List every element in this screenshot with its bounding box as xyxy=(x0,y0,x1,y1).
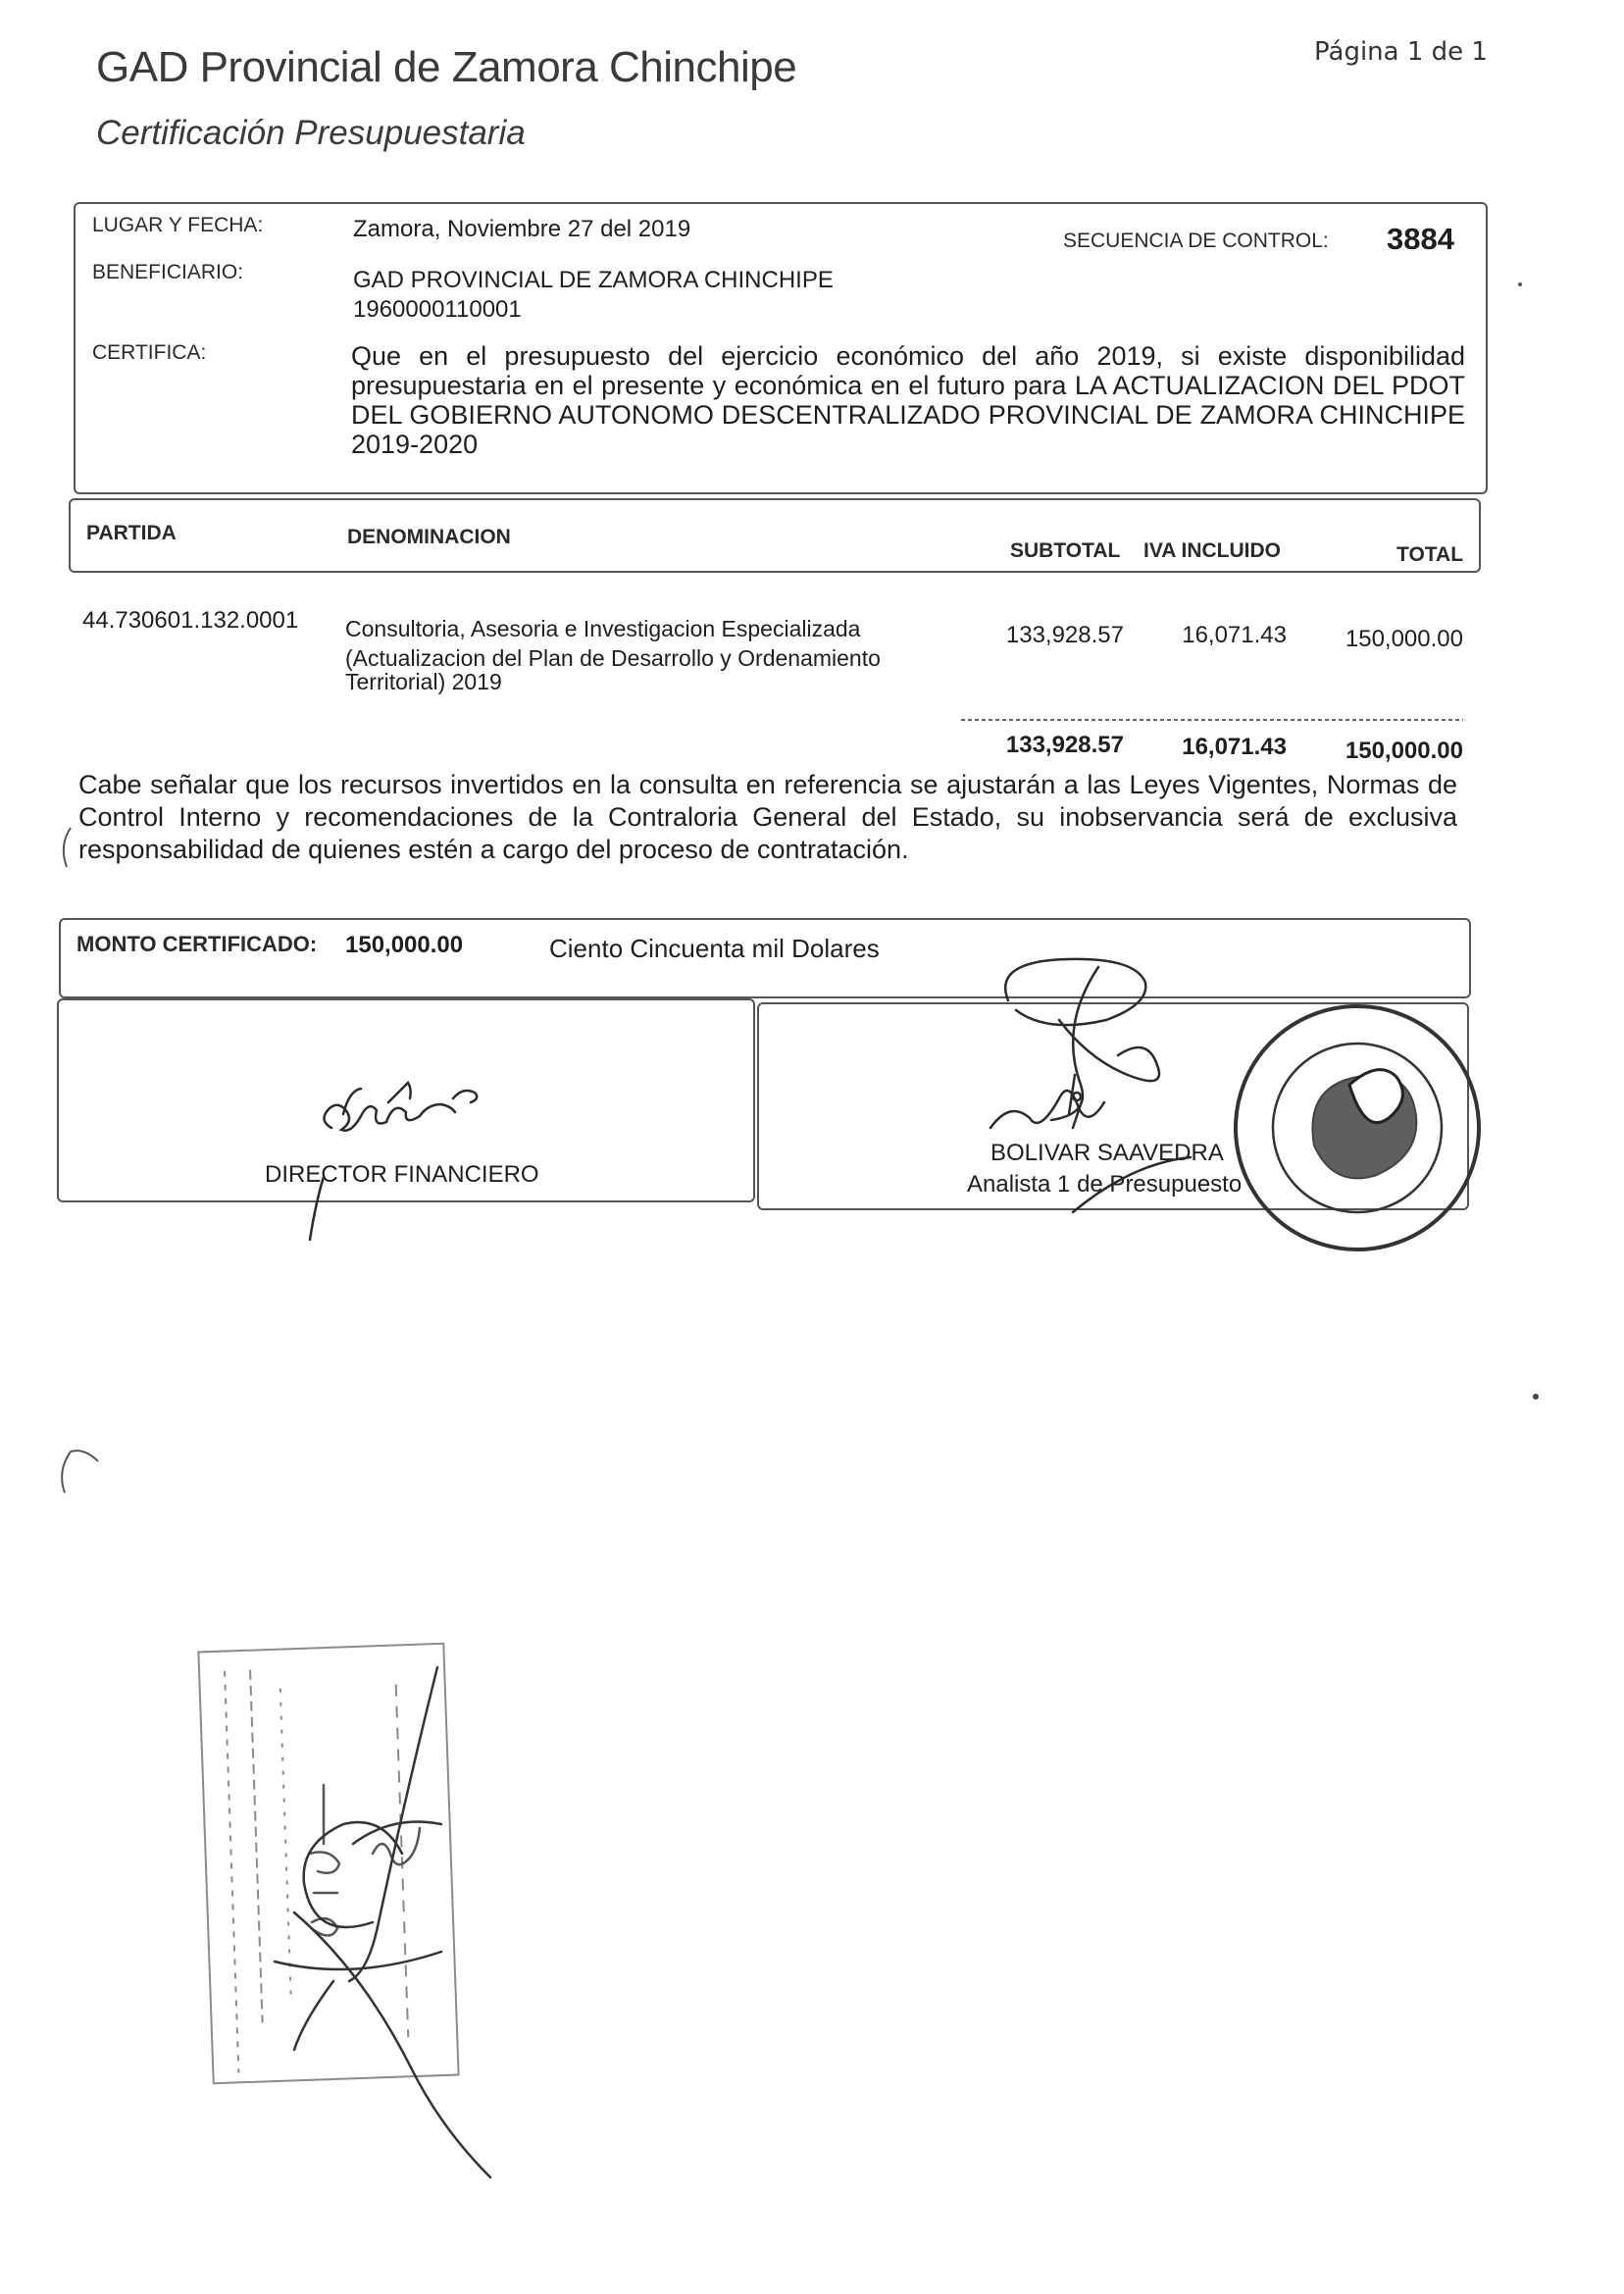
analyst-signature xyxy=(990,959,1191,1212)
stray-dot-2 xyxy=(1518,282,1522,286)
totals-subtotal: 133,928.57 xyxy=(1005,732,1124,758)
column-header-iva: IVA INCLUIDO xyxy=(1143,539,1281,562)
row-denominacion-line-1: Consultoria, Asesoria e Investigacion Especializada xyxy=(345,616,861,641)
certifica-text: Que en el presupuesto del ejercicio económico del año 2019, si existe disponibilidad presupuestaria en el presente y económica en el futuro para LA ACTUALIZACION DEL PDOT DEL GOBIERNO AUTONOMO DESCENTRALIZADO PROVINCIAL DE ZAMORA CHINCHIPE 2019-2020 xyxy=(351,341,1465,459)
totals-iva: 16,071.43 xyxy=(1182,734,1287,760)
secuencia-value: 3884 xyxy=(1387,222,1454,256)
director-signature xyxy=(310,1083,477,1240)
stray-mark-note xyxy=(64,828,71,867)
organization-title: GAD Provincial de Zamora Chinchipe xyxy=(96,43,797,91)
page-number: Página 1 de 1 xyxy=(1314,37,1488,67)
totals-total: 150,000.00 xyxy=(1345,738,1463,764)
column-header-subtotal: SUBTOTAL xyxy=(1010,539,1121,562)
certifica-label: CERTIFICA: xyxy=(92,341,207,364)
stray-dot xyxy=(1533,1394,1539,1400)
row-denominacion-line-3: Territorial) 2019 xyxy=(345,669,502,694)
row-iva: 16,071.43 xyxy=(1182,622,1287,648)
monto-value: 150,000.00 xyxy=(345,932,464,958)
row-partida: 44.730601.132.0001 xyxy=(82,607,299,634)
monto-words: Ciento Cincuenta mil Dolares xyxy=(549,934,880,963)
secuencia-label: SECUENCIA DE CONTROL: xyxy=(1063,229,1329,252)
column-header-denominacion: DENOMINACION xyxy=(347,526,511,548)
lugar-value: Zamora, Noviembre 27 del 2019 xyxy=(353,216,691,242)
monto-label: MONTO CERTIFICADO: xyxy=(76,932,318,956)
beneficiario-id: 1960000110001 xyxy=(353,296,522,323)
reception-stamp xyxy=(198,1644,458,2083)
reception-stamp-signature xyxy=(275,1667,490,2177)
signature-right-name: BOLIVAR SAAVEDRA xyxy=(990,1140,1224,1166)
row-denominacion-line-2: (Actualizacion del Plan de Desarrollo y Ordenamiento xyxy=(345,645,881,671)
legal-note: Cabe señalar que los recursos invertidos en la consulta en referencia se ajustarán a las Leyes Vigentes, Normas de Control Interno y recomendaciones de la Contraloria General del Estado, su inobservancia será de exclusiva responsabilidad de quienes estén a cargo del proceso de contratación. xyxy=(78,770,1457,864)
beneficiario-label: BENEFICIARIO: xyxy=(92,261,244,283)
signature-left-title: DIRECTOR FINANCIERO xyxy=(265,1161,539,1188)
stray-mark-left xyxy=(62,1451,98,1493)
signature-right-title: Analista 1 de Presupuesto xyxy=(967,1171,1243,1198)
official-stamp-seal xyxy=(1236,1006,1479,1254)
row-subtotal: 133,928.57 xyxy=(1005,622,1124,648)
lugar-label: LUGAR Y FECHA: xyxy=(92,214,264,236)
column-header-total: TOTAL xyxy=(1396,543,1464,566)
document-type: Certificación Presupuestaria xyxy=(96,114,526,152)
beneficiario-name: GAD PROVINCIAL DE ZAMORA CHINCHIPE xyxy=(353,267,834,293)
row-total: 150,000.00 xyxy=(1345,626,1463,652)
column-header-partida: PARTIDA xyxy=(86,522,177,544)
